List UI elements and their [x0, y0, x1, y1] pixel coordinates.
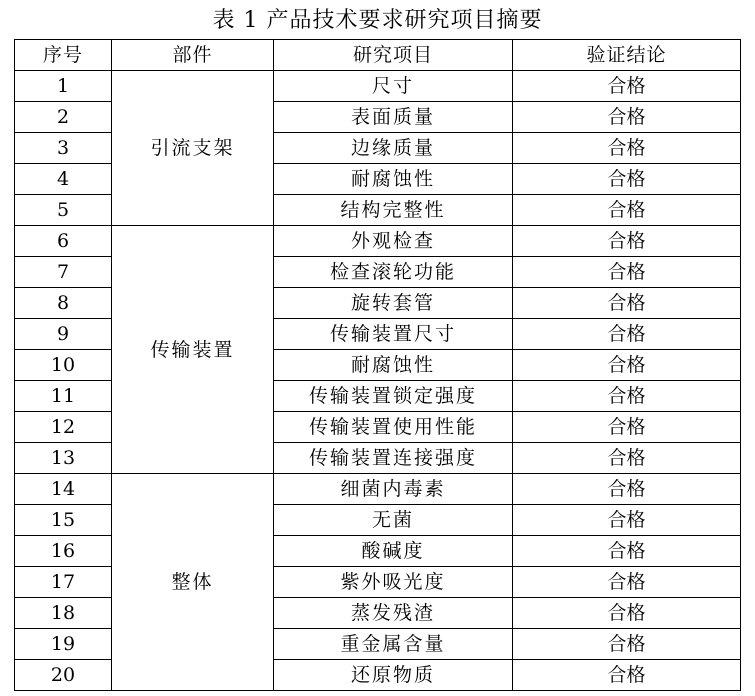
- cell-item: 传输装置尺寸: [274, 319, 513, 350]
- cell-result: 合格: [513, 71, 741, 102]
- cell-part-stent: 引流支架: [112, 71, 274, 226]
- cell-item: 结构完整性: [274, 195, 513, 226]
- cell-no: 18: [15, 598, 112, 629]
- table-header-row: [15, 40, 741, 71]
- cell-no: 3: [15, 133, 112, 164]
- cell-item: 传输装置连接强度: [274, 443, 513, 474]
- cell-no: 12: [15, 412, 112, 443]
- cell-result: 合格: [513, 195, 741, 226]
- cell-no: 13: [15, 443, 112, 474]
- spec-summary-table: [14, 39, 741, 691]
- cell-item: 边缘质量: [274, 133, 513, 164]
- table-caption: 表 1 产品技术要求研究项目摘要: [212, 8, 543, 33]
- cell-item: 紫外吸光度: [274, 567, 513, 598]
- cell-result: 合格: [513, 536, 741, 567]
- cell-result: 合格: [513, 381, 741, 412]
- cell-item: 耐腐蚀性: [274, 350, 513, 381]
- cell-no: 14: [15, 474, 112, 505]
- header-part: 部件: [112, 40, 274, 71]
- cell-item: 耐腐蚀性: [274, 164, 513, 195]
- cell-result: 合格: [513, 257, 741, 288]
- cell-no: 1: [15, 71, 112, 102]
- cell-item: 酸碱度: [274, 536, 513, 567]
- cell-no: 2: [15, 102, 112, 133]
- cell-no: 15: [15, 505, 112, 536]
- cell-no: 10: [15, 350, 112, 381]
- cell-result: 合格: [513, 164, 741, 195]
- cell-no: 19: [15, 629, 112, 660]
- cell-result: 合格: [513, 629, 741, 660]
- cell-no: 8: [15, 288, 112, 319]
- cell-item: 无菌: [274, 505, 513, 536]
- table-row: [15, 226, 741, 257]
- cell-item: 旋转套管: [274, 288, 513, 319]
- cell-item: 传输装置锁定强度: [274, 381, 513, 412]
- cell-result: 合格: [513, 102, 741, 133]
- table-row: [15, 71, 741, 102]
- cell-item: 还原物质: [274, 660, 513, 691]
- cell-item: 重金属含量: [274, 629, 513, 660]
- cell-no: 6: [15, 226, 112, 257]
- cell-result: 合格: [513, 567, 741, 598]
- cell-no: 4: [15, 164, 112, 195]
- header-item: 研究项目: [274, 40, 513, 71]
- cell-result: 合格: [513, 133, 741, 164]
- header-no: 序号: [15, 40, 112, 71]
- cell-result: 合格: [513, 350, 741, 381]
- cell-no: 9: [15, 319, 112, 350]
- cell-result: 合格: [513, 598, 741, 629]
- cell-part-whole: 整体: [112, 474, 274, 691]
- cell-item: 外观检查: [274, 226, 513, 257]
- cell-item: 细菌内毒素: [274, 474, 513, 505]
- cell-result: 合格: [513, 474, 741, 505]
- cell-no: 7: [15, 257, 112, 288]
- cell-no: 20: [15, 660, 112, 691]
- cell-result: 合格: [513, 226, 741, 257]
- cell-item: 传输装置使用性能: [274, 412, 513, 443]
- cell-no: 5: [15, 195, 112, 226]
- cell-result: 合格: [513, 288, 741, 319]
- cell-result: 合格: [513, 443, 741, 474]
- cell-item: 检查滚轮功能: [274, 257, 513, 288]
- cell-result: 合格: [513, 660, 741, 691]
- cell-no: 11: [15, 381, 112, 412]
- cell-item: 蒸发残渣: [274, 598, 513, 629]
- cell-item: 表面质量: [274, 102, 513, 133]
- header-result: 验证结论: [513, 40, 741, 71]
- cell-result: 合格: [513, 319, 741, 350]
- table-row: [15, 474, 741, 505]
- cell-part-delivery: 传输装置: [112, 226, 274, 474]
- cell-item: 尺寸: [274, 71, 513, 102]
- cell-no: 17: [15, 567, 112, 598]
- cell-result: 合格: [513, 412, 741, 443]
- cell-no: 16: [15, 536, 112, 567]
- cell-result: 合格: [513, 505, 741, 536]
